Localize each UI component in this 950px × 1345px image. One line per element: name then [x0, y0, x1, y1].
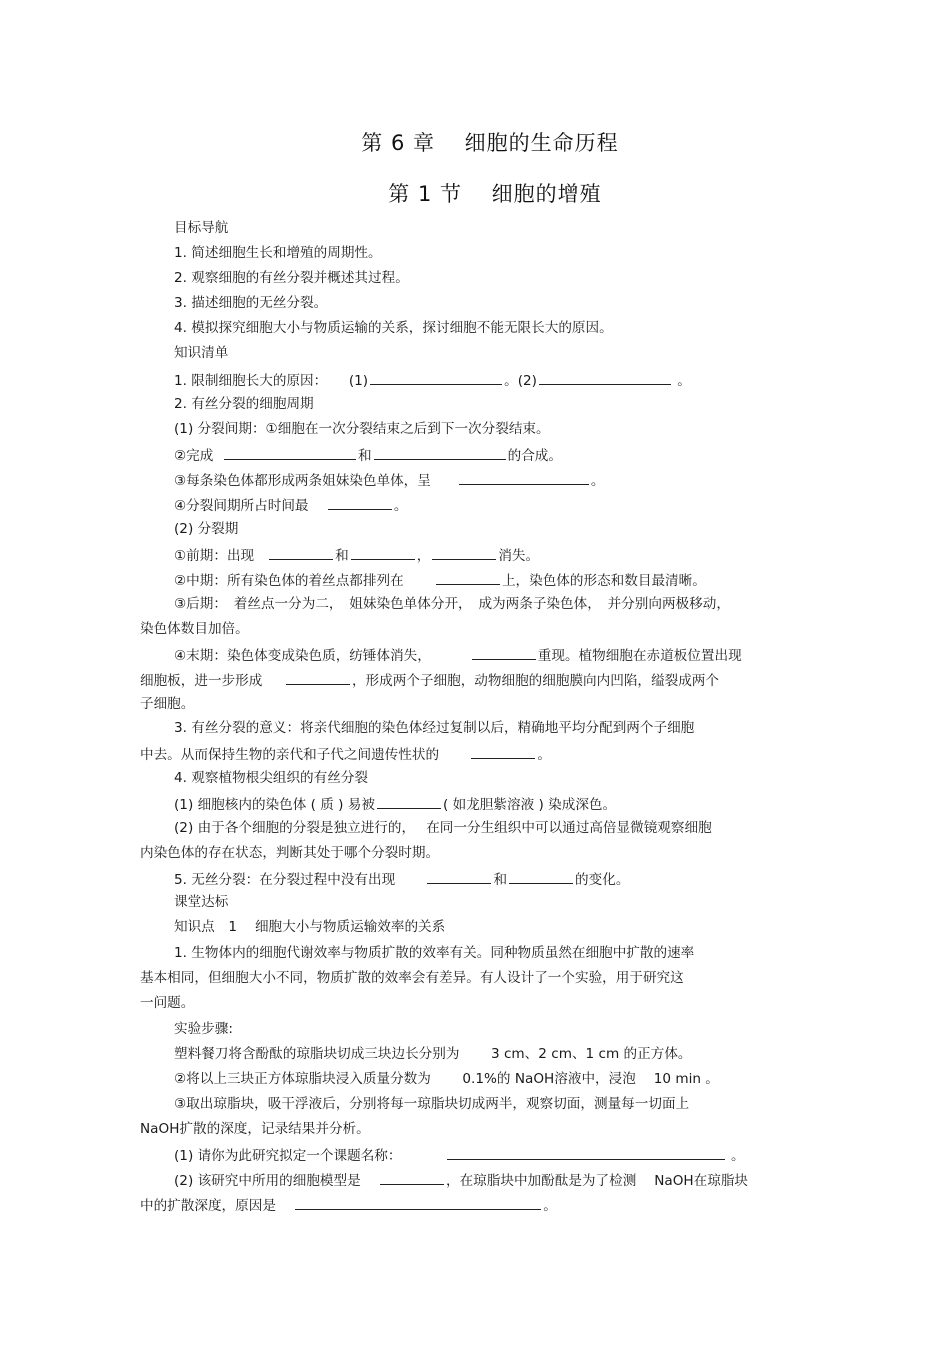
knowledge-line-3: (1) 分裂间期：①细胞在一次分裂结束之后到下一次分裂结束。 — [174, 421, 550, 437]
answer-blank[interactable] — [286, 670, 350, 685]
text: 和 — [358, 448, 372, 464]
answer-blank[interactable] — [539, 370, 671, 385]
text: ，在琼脂块中加酚酞是为了检测 NaOH在琼脂块 — [446, 1173, 749, 1189]
knowledge-line-16 — [140, 744, 551, 764]
answer-blank[interactable] — [295, 1195, 541, 1210]
text: ③每条染色体都形成两条姐妹染色单体，呈 — [174, 473, 431, 489]
text: 。 — [393, 498, 408, 514]
answer-blank[interactable] — [432, 545, 496, 560]
text: 。 — [677, 373, 691, 389]
answer-blank[interactable] — [374, 445, 506, 460]
step-line: ③取出琼脂块，吸干浮液后，分别将每一琼脂块切成两半，观察切面，测量每一切面上 — [174, 1096, 690, 1112]
question-2 — [174, 1170, 748, 1190]
step-line: NaOH扩散的深度，记录结果并分析。 — [140, 1121, 370, 1137]
step-line: 塑料餐刀将含酚酞的琼脂块切成三块边长分别为 3 cm、2 cm、1 cm 的正方体。 — [174, 1046, 692, 1062]
knowledge-line-1 — [174, 370, 691, 390]
text: ，形成两个子细胞，动物细胞的细胞膜向内凹陷，缢裂成两个 — [351, 673, 719, 689]
goal-item: 3. 描述细胞的无丝分裂。 — [174, 295, 328, 311]
text: ②中期：所有染色体的着丝点都排列在 — [174, 573, 404, 589]
steps-heading: 实验步骤: — [174, 1021, 233, 1037]
text: 。 — [537, 747, 551, 763]
text: 中的扩散深度，原因是 — [140, 1198, 276, 1214]
goal-item: 4. 模拟探究细胞大小与物质运输的关系，探讨细胞不能无限长大的原因。 — [174, 320, 613, 336]
text: ④分裂间期所占时间最 — [174, 498, 309, 514]
answer-blank[interactable] — [447, 1145, 725, 1160]
text: 1. 限制细胞长大的原因： — [174, 373, 328, 389]
goal-item: 2. 观察细胞的有丝分裂并概述其过程。 — [174, 270, 409, 286]
text: (1) — [348, 373, 369, 389]
text: 。 — [731, 1148, 745, 1164]
text: ④末期：染色体变成染色质，纺锤体消失， — [174, 648, 431, 664]
knowledge-line-13 — [140, 670, 719, 690]
answer-blank[interactable] — [328, 495, 392, 510]
question-1 — [174, 1145, 745, 1165]
text: 和 — [335, 548, 349, 564]
knowledge-line-20: 内染色体的存在状态，判断其处于哪个分裂时期。 — [140, 845, 440, 861]
knowledge-line-15: 3. 有丝分裂的意义：将亲代细胞的染色体经过复制以后，精确地平均分配到两个子细胞 — [174, 720, 695, 736]
answer-blank[interactable] — [509, 869, 573, 884]
knowledge-line-8 — [174, 545, 539, 565]
paragraph-line: 1. 生物体内的细胞代谢效率与物质扩散的效率有关。同种物质虽然在细胞中扩散的速率 — [174, 945, 695, 961]
question-2-cont — [140, 1195, 557, 1215]
text: (2) 该研究中所用的细胞模型是 — [174, 1173, 361, 1189]
text: ①前期：出现 — [174, 548, 255, 564]
paragraph-line: 一问题。 — [140, 995, 195, 1011]
goal-item: 1. 简述细胞生长和增殖的周期性。 — [174, 245, 382, 261]
answer-blank[interactable] — [370, 370, 502, 385]
chapter-title: 第 6 章 细胞的生命历程 — [361, 131, 619, 155]
text: 。 — [590, 473, 605, 489]
text: 的合成。 — [507, 448, 562, 464]
knowledge-line-6 — [174, 495, 407, 515]
text: 5. 无丝分裂：在分裂过程中没有出现 — [174, 872, 396, 888]
answer-blank[interactable] — [224, 445, 356, 460]
text: 中去。从而保持生物的亲代和子代之间遗传性状的 — [140, 747, 440, 763]
knowledge-line-9 — [174, 570, 706, 590]
knowledge-line-21 — [174, 869, 629, 889]
knowledge-line-11: 染色体数目加倍。 — [140, 621, 249, 637]
knowledge-line-19: (2) 由于各个细胞的分裂是独立进行的， 在同一分生组织中可以通过高倍显微镜观察细胞 — [174, 820, 712, 836]
text: 的变化。 — [575, 872, 630, 888]
goals-heading: 目标导航 — [174, 220, 229, 236]
section-title: 第 1 节 细胞的增殖 — [388, 182, 602, 206]
knowledge-point-title: 知识点 1 细胞大小与物质运输效率的关系 — [174, 919, 446, 935]
text: 重现。植物细胞在赤道板位置出现 — [537, 648, 742, 664]
answer-blank[interactable] — [436, 570, 500, 585]
answer-blank[interactable] — [351, 545, 415, 560]
answer-blank[interactable] — [472, 645, 536, 660]
knowledge-line-4 — [174, 445, 562, 465]
knowledge-heading: 知识清单 — [174, 345, 229, 361]
answer-blank[interactable] — [427, 869, 491, 884]
knowledge-line-10: ③后期： 着丝点一分为二， 姐妹染色单体分开， 成为两条子染色体， 并分别向两极移动， — [174, 596, 730, 612]
text: 。 — [543, 1198, 557, 1214]
text: 消失。 — [498, 548, 540, 564]
answer-blank[interactable] — [269, 545, 333, 560]
answer-blank[interactable] — [471, 744, 535, 759]
knowledge-line-18 — [174, 794, 616, 814]
text: 。(2) — [504, 373, 537, 389]
step-line: ②将以上三块正方体琼脂块浸入质量分数为 0.1%的 NaOH溶液中，浸泡 10 min 。 — [174, 1071, 719, 1087]
knowledge-line-14: 子细胞。 — [140, 696, 195, 712]
text: (1) 请你为此研究拟定一个课题名称： — [174, 1148, 402, 1164]
answer-blank[interactable] — [380, 1170, 444, 1185]
answer-blank[interactable] — [459, 470, 589, 485]
knowledge-line-12 — [174, 645, 742, 665]
knowledge-line-17: 4. 观察植物根尖组织的有丝分裂 — [174, 770, 369, 786]
text: (1) 细胞核内的染色体 ( 质 ) 易被 — [174, 797, 375, 813]
knowledge-line-2: 2. 有丝分裂的细胞周期 — [174, 396, 314, 412]
classroom-heading: 课堂达标 — [174, 894, 229, 910]
text: ②完成 — [174, 448, 214, 464]
text: 和 — [493, 872, 508, 888]
text: ( 如龙胆紫溶液 ) 染成深色。 — [443, 797, 617, 813]
text: 上，染色体的形态和数目最清晰。 — [501, 573, 706, 589]
paragraph-line: 基本相同，但细胞大小不同，物质扩散的效率会有差异。有人设计了一个实验，用于研究这 — [140, 970, 684, 986]
answer-blank[interactable] — [377, 794, 441, 809]
knowledge-line-7: (2) 分裂期 — [174, 521, 239, 537]
text: ， — [416, 548, 431, 564]
text: 细胞板，进一步形成 — [140, 673, 263, 689]
knowledge-line-5 — [174, 470, 604, 490]
